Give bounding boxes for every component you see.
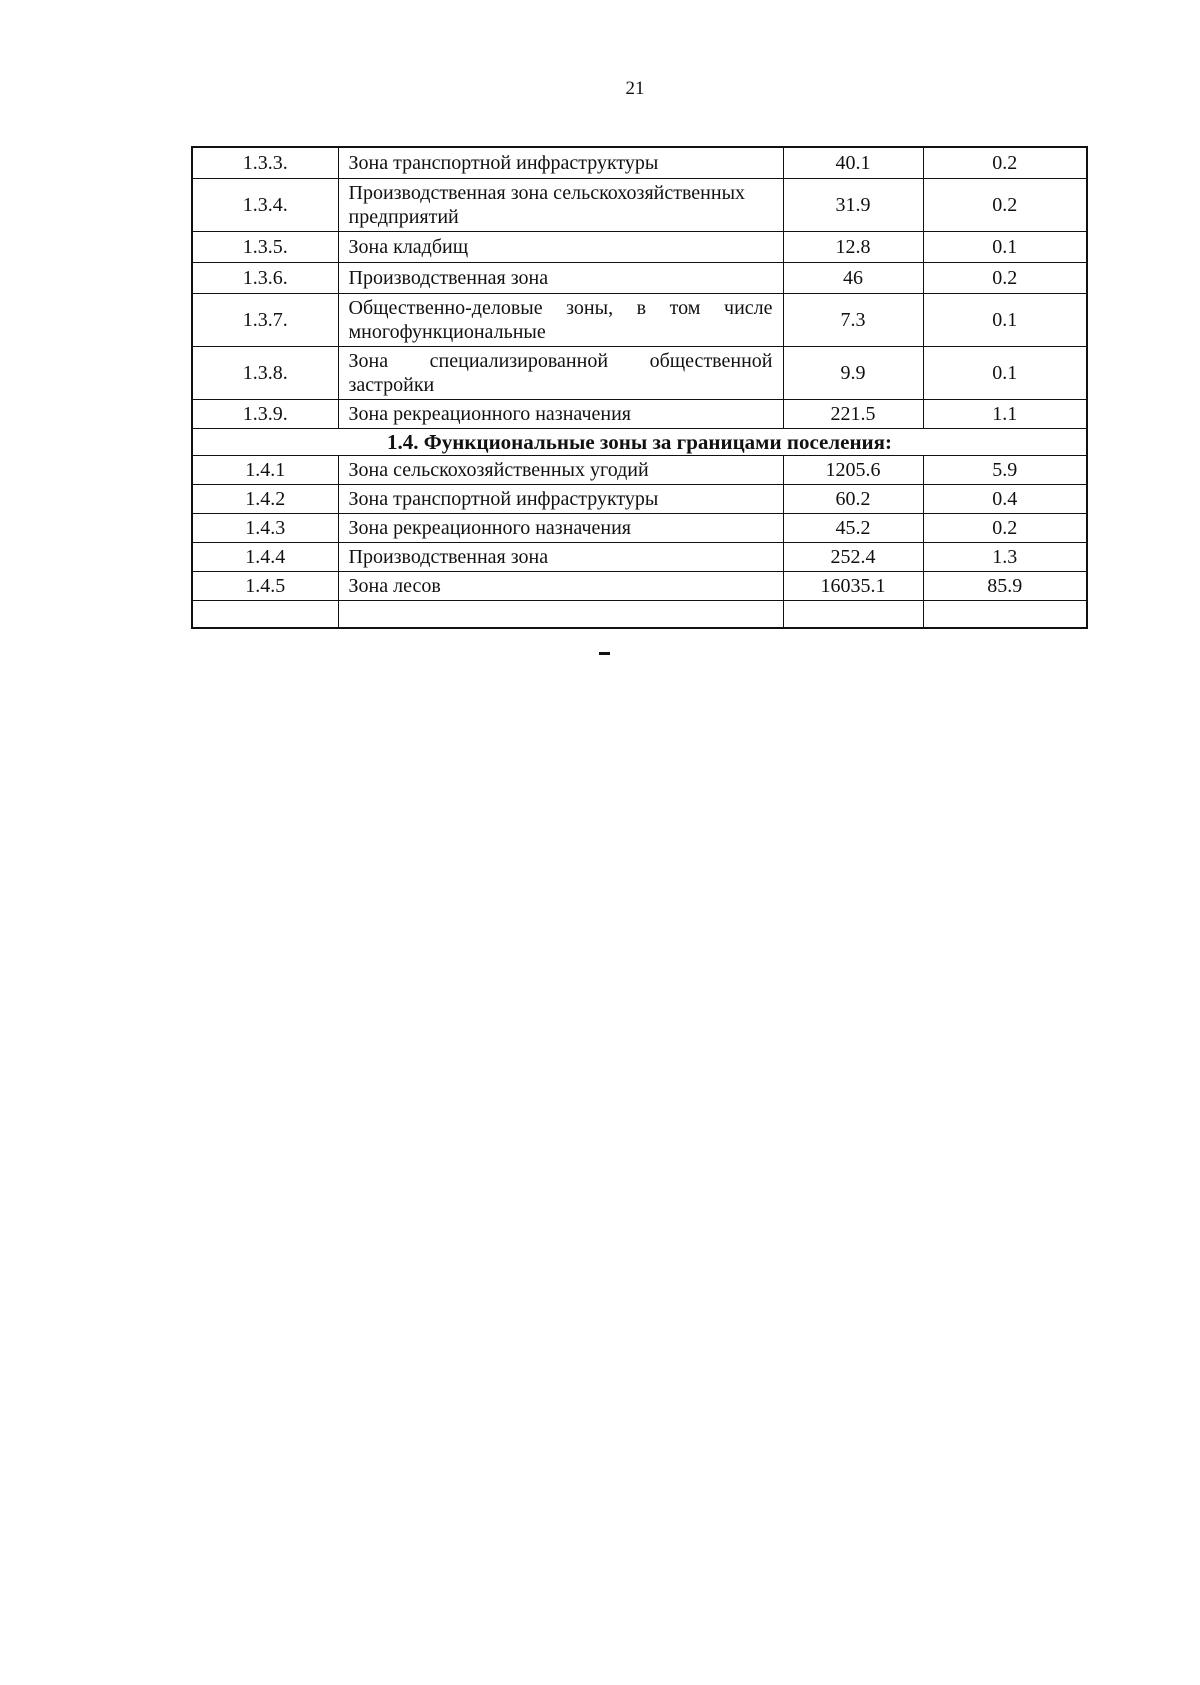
table-row	[192, 147, 1087, 179]
zone-code: 1.4.1	[192, 456, 338, 485]
zone-name: Зона сельскохозяйственных угодий	[338, 456, 783, 485]
zone-percent: 85.9	[923, 572, 1087, 601]
zone-code: 1.3.3.	[192, 147, 338, 179]
zone-area: 221.5	[783, 400, 923, 429]
zone-area: 1205.6	[783, 456, 923, 485]
zone-percent: 0.2	[923, 514, 1087, 543]
zone-name: Зона транспортной инфраструктуры	[338, 485, 783, 514]
zone-area: 45.2	[783, 514, 923, 543]
zone-name: Зона лесов	[338, 572, 783, 601]
zone-code: 1.4.3	[192, 514, 338, 543]
zone-name: Зона транспортной инфраструктуры	[338, 147, 783, 179]
table-row	[192, 232, 1087, 263]
zone-code: 1.4.2	[192, 485, 338, 514]
zone-area: 9.9	[783, 347, 923, 400]
zone-name: Зона специализированной общественной застройки	[338, 347, 783, 400]
zone-name: Общественно-деловые зоны, в том числе многофункциональные	[338, 294, 783, 347]
functional-zones-table	[191, 146, 1088, 629]
zone-code: 1.3.6.	[192, 263, 338, 294]
empty-cell	[783, 601, 923, 629]
zone-percent: 0.2	[923, 179, 1087, 232]
table-row	[192, 514, 1087, 543]
table-row	[192, 485, 1087, 514]
zone-code: 1.3.4.	[192, 179, 338, 232]
zone-name: Производственная зона	[338, 543, 783, 572]
table-row	[192, 572, 1087, 601]
zone-area: 60.2	[783, 485, 923, 514]
zone-percent: 0.1	[923, 232, 1087, 263]
empty-cell	[923, 601, 1087, 629]
zone-area: 12.8	[783, 232, 923, 263]
table-row	[192, 456, 1087, 485]
zone-percent: 1.3	[923, 543, 1087, 572]
zone-name: Зона рекреационного назначения	[338, 514, 783, 543]
table-row	[192, 179, 1087, 232]
empty-cell	[338, 601, 783, 629]
table-row	[192, 543, 1087, 572]
zone-area: 16035.1	[783, 572, 923, 601]
zone-code: 1.3.7.	[192, 294, 338, 347]
zone-name: Зона кладбищ	[338, 232, 783, 263]
zone-percent: 0.2	[923, 147, 1087, 179]
dash-mark	[599, 652, 610, 655]
table-row	[192, 263, 1087, 294]
zone-name: Производственная зона сельскохозяйственных предприятий	[338, 179, 783, 232]
zone-name: Производственная зона	[338, 263, 783, 294]
zone-area: 7.3	[783, 294, 923, 347]
zone-name: Зона рекреационного назначения	[338, 400, 783, 429]
zone-area: 40.1	[783, 147, 923, 179]
zone-code: 1.4.4	[192, 543, 338, 572]
zone-percent: 0.1	[923, 347, 1087, 400]
section-header-row	[192, 429, 1087, 456]
zone-area: 31.9	[783, 179, 923, 232]
zone-code: 1.3.5.	[192, 232, 338, 263]
zone-code: 1.3.8.	[192, 347, 338, 400]
zone-percent: 0.4	[923, 485, 1087, 514]
zone-percent: 5.9	[923, 456, 1087, 485]
table-row	[192, 347, 1087, 400]
zone-percent: 0.2	[923, 263, 1087, 294]
table-row	[192, 294, 1087, 347]
zone-code: 1.3.9.	[192, 400, 338, 429]
zone-percent: 0.1	[923, 294, 1087, 347]
empty-table-row	[192, 601, 1087, 629]
zone-area: 46	[783, 263, 923, 294]
zone-code: 1.4.5	[192, 572, 338, 601]
zone-percent: 1.1	[923, 400, 1087, 429]
empty-cell	[192, 601, 338, 629]
table-row	[192, 400, 1087, 429]
section-title: 1.4. Функциональные зоны за границами поселения:	[192, 429, 1087, 456]
page-number: 21	[625, 78, 645, 99]
zone-area: 252.4	[783, 543, 923, 572]
